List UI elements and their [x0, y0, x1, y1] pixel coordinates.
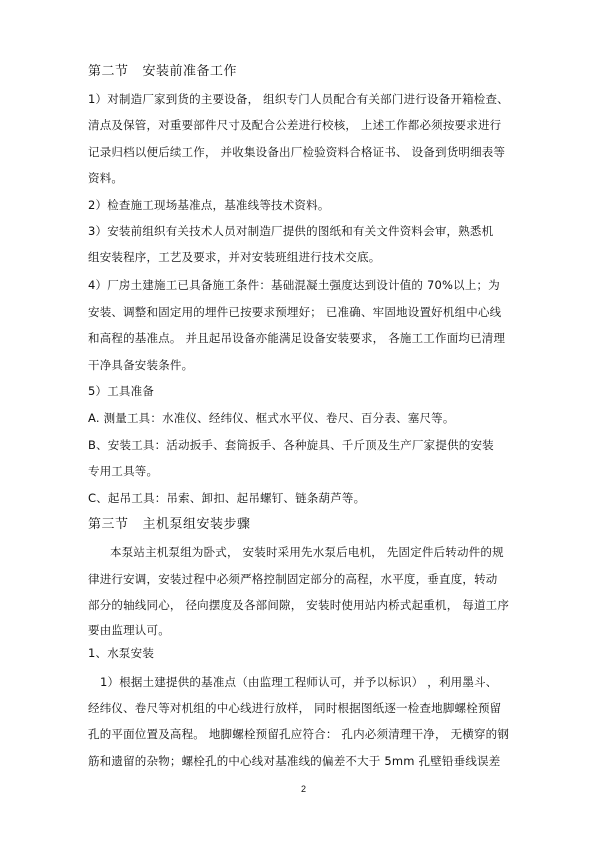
text-line: 清点及保管，对重要部件尺寸及配合公差进行校核， 上述工作都必须按要求进行 [88, 118, 502, 132]
text-line: 专用工具等。 [88, 464, 159, 478]
page-number: 2 [300, 784, 306, 794]
text-line: 干净具备安装条件。 [88, 358, 194, 372]
text-line: 2）检查施工现场基准点，基准线等技术资料。 [88, 198, 330, 212]
text-line: 4）厂房土建施工已具备施工条件：基础混凝土强度达到设计值的 70%以上；为 [88, 278, 500, 292]
text-line: 1、水泵安装 [88, 646, 155, 660]
section-heading-2 [88, 64, 237, 80]
text-line: 组安装程序，工艺及要求，并对安装班组进行技术交底。 [88, 250, 381, 264]
text-line: 和高程的基准点。 并且起吊设备亦能满足设备安装要求， 各施工工作面均已清理 [88, 331, 506, 345]
section-heading-3 [88, 517, 251, 533]
text-line: 3）安装前组织有关技术人员对制造厂提供的图纸和有关文件资料会审，熟悉机 [88, 224, 494, 238]
text-line: 本泵站主机泵组为卧式， 安装时采用先水泵后电机， 先固定件后转动件的规 [110, 545, 504, 559]
section-title: 安装前准备工作 [142, 64, 238, 79]
text-line: 要由监理认可。 [88, 623, 170, 637]
text-line: 1）根据土建提供的基准点（由监理工程师认可，并予以标识） ，利用墨斗、 [100, 675, 498, 689]
text-line: B、安装工具：活动扳手、套筒扳手、各种旋具、千斤顶及生产厂家提供的安装 [88, 438, 494, 452]
section-title: 主机泵组安装步骤 [142, 517, 251, 532]
text-line: C、起吊工具：吊索、卸扣、起吊螺钉、链条葫芦等。 [88, 491, 366, 505]
text-line: A. 测量工具：水准仪、经纬仪、框式水平仪、卷尺、百分表、塞尺等。 [88, 411, 455, 425]
section-number: 第三节 [88, 517, 129, 532]
text-line: 筋和遗留的杂物；螺栓孔的中心线对基准线的偏差不大于 5mm 孔壁铅垂线误差 [88, 754, 501, 768]
text-line: 孔的平面位置及高程。 地脚螺栓预留孔应符合： 孔内必须清理干净， 无横穿的钢 [88, 727, 510, 741]
text-line: 部分的轴线同心， 径向摆度及各部间隙， 安装时使用站内桥式起重机， 每道工序 [88, 598, 510, 612]
text-line: 安装、调整和固定用的埋件已按要求预埋好； 已准确、牢固地设置好机组中心线 [88, 305, 502, 319]
text-line: 资料。 [88, 171, 124, 185]
text-line: 1）对制造厂家到货的主要设备， 组织专门人员配合有关部门进行设备开箱检查、 [88, 92, 509, 106]
text-line: 记录归档以便后续工作， 并收集设备出厂检验资料合格证书、 设备到货明细表等 [88, 145, 506, 159]
text-line: 律进行安调，安装过程中必须严格控制固定部分的高程，水平度，垂直度，转动 [88, 572, 498, 586]
text-line: 经纬仪、卷尺等对机组的中心线进行放样， 同时根据图纸逐一检查地脚螺栓预留 [88, 701, 502, 715]
text-line: 5）工具准备 [88, 384, 155, 398]
section-number: 第二节 [88, 64, 129, 79]
